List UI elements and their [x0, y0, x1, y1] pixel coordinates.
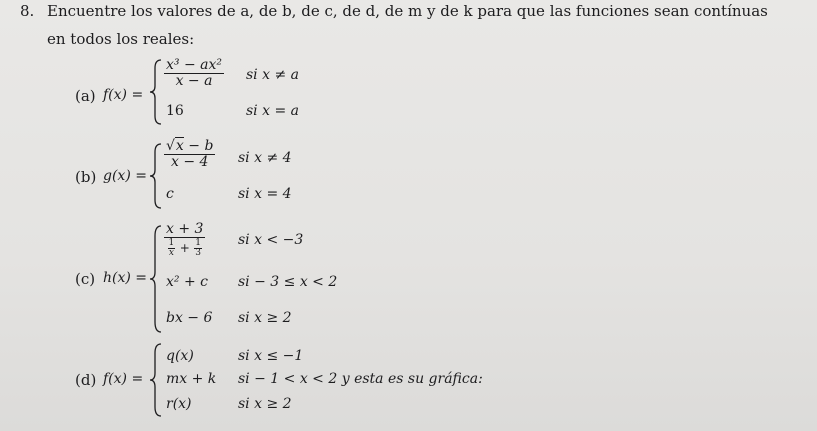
part-d-case1-expr: q(x)	[166, 348, 194, 364]
part-c-den-frac1-den: x	[168, 247, 174, 258]
part-d-case3-condition: si x ≥ 2	[238, 396, 292, 412]
part-a-case1-expr	[164, 58, 224, 89]
part-c-case2-expr: x² + c	[166, 274, 208, 290]
part-d-lhs: f(x) =	[103, 371, 144, 387]
part-b-case2-expr: c	[166, 186, 174, 202]
part-c-case1-denominator	[164, 238, 205, 258]
part-a-label: (a)	[75, 87, 96, 105]
part-c-case3-expr: bx − 6	[166, 310, 213, 326]
part-d-case2-condition: si − 1 < x < 2 y esta es su gráfica:	[238, 371, 483, 387]
part-a-case1-denominator: x − a	[175, 73, 213, 89]
problem-statement-line2: en todos los reales:	[47, 30, 195, 48]
part-a-case2-expr: 16	[166, 103, 184, 119]
part-b-case1-expr: $\frac{√x - b}{x - 4}$	[166, 138, 214, 170]
problem-statement-line1: Encuentre los valores de a, de b, de c, de d, de m y de k para que las funciones sean contínuas	[47, 2, 768, 20]
left-brace-icon	[149, 142, 163, 210]
part-b-case1-numerator-rest: − b	[183, 138, 214, 154]
part-c-case1-numerator: x + 3	[166, 221, 204, 237]
part-d-case1-condition: si x ≤ −1	[238, 348, 304, 364]
part-b-lhs: g(x) =	[103, 168, 147, 184]
part-d-case3-expr: r(x)	[166, 396, 192, 412]
part-a-case2-condition: si x = a	[246, 103, 299, 119]
part-c-label: (c)	[75, 270, 96, 288]
left-brace-icon	[149, 58, 163, 126]
part-c-lhs: h(x) =	[103, 270, 148, 286]
part-a-case1-condition: si x ≠ a	[246, 67, 299, 83]
part-a-case1-numerator: x³ − ax²	[166, 57, 222, 73]
part-c-case2-condition: si − 3 ≤ x < 2	[238, 274, 338, 290]
part-c-den-frac2-num: 1	[195, 237, 201, 248]
part-c-case1-expr	[164, 222, 205, 258]
part-b-case1-condition: si x ≠ 4	[238, 150, 292, 166]
part-b-case2-condition: si x = 4	[238, 186, 292, 202]
part-b-case1-denominator: x − 4	[170, 154, 209, 170]
part-d-label: (d)	[75, 371, 97, 389]
part-c-den-frac1-num: 1	[168, 237, 175, 248]
part-c-case3-condition: si x ≥ 2	[238, 310, 292, 326]
part-a-lhs: f(x) =	[103, 87, 144, 103]
part-d-case2-expr: mx + k	[166, 371, 217, 387]
problem-number: 8.	[20, 2, 35, 20]
left-brace-icon	[149, 342, 163, 418]
part-c-den-frac2-den: 3	[195, 247, 201, 258]
part-c-den-plus: +	[179, 241, 190, 255]
part-b-case1-radicand: x	[175, 138, 184, 154]
part-b-label: (b)	[75, 168, 97, 186]
part-c-case1-condition: si x < −3	[238, 232, 304, 248]
left-brace-icon	[149, 224, 163, 334]
